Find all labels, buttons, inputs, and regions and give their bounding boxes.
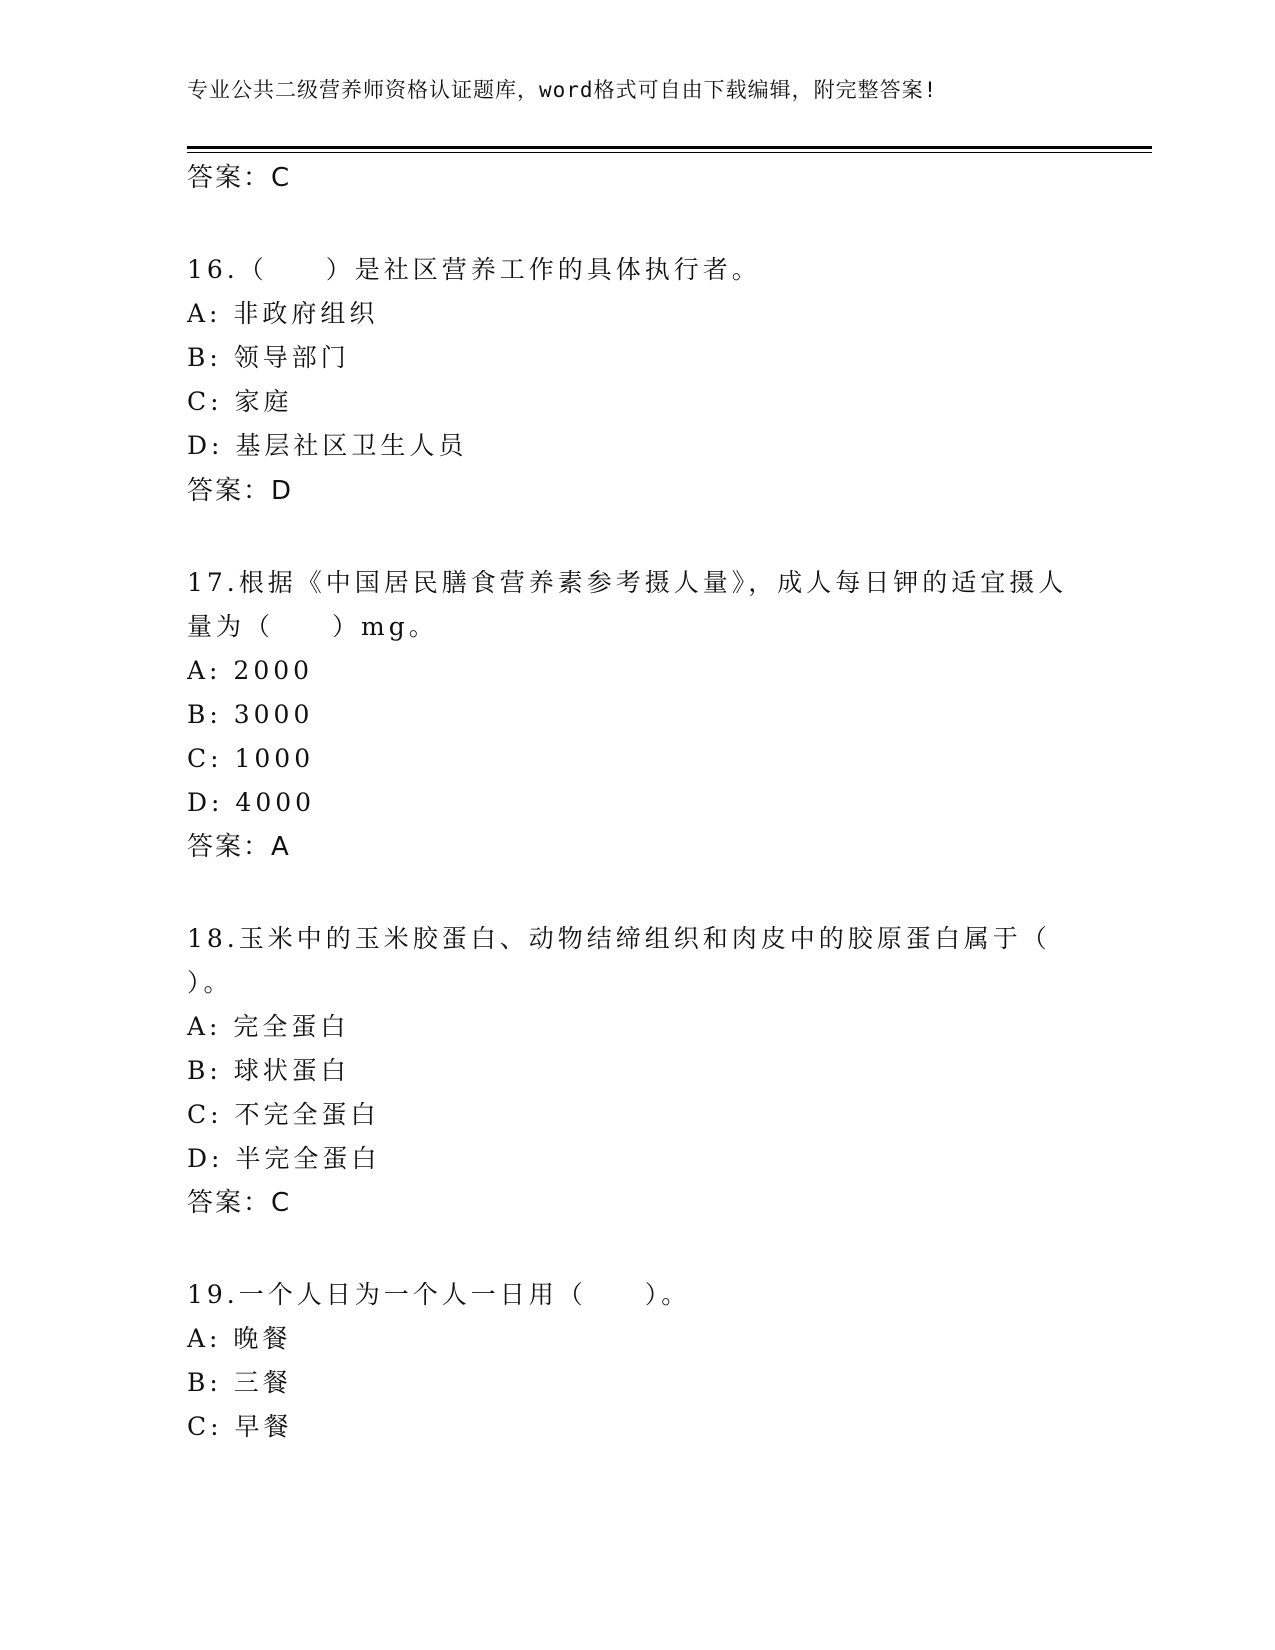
q18-option-b: B: 球状蛋白 — [187, 1056, 350, 1085]
q16-option-c: C: 家庭 — [187, 387, 293, 416]
q19-option-b: B: 三餐 — [187, 1368, 292, 1397]
q18-option-a: A: 完全蛋白 — [187, 1012, 350, 1041]
q17-stem-line2: 量为（ ）mg。 — [187, 612, 438, 641]
q16-option-b: B: 领导部门 — [187, 343, 350, 372]
q18-option-d: D: 半完全蛋白 — [187, 1144, 381, 1173]
q17-option-a: A: 2000 — [187, 656, 314, 685]
q16-option-a: A: 非政府组织 — [187, 299, 379, 328]
q17-stem-line1: 17.根据《中国居民膳食营养素参考摄人量》，成人每日钾的适宜摄人 — [187, 568, 1068, 597]
q17-answer: 答案：A — [187, 832, 291, 862]
q18-option-c: C: 不完全蛋白 — [187, 1100, 380, 1129]
q19-stem: 19.一个人日为一个人一日用（ ）。 — [187, 1280, 691, 1309]
header-rule-thick — [187, 146, 1152, 149]
q18-answer: 答案：C — [187, 1188, 292, 1218]
q16-stem: 16.（ ）是社区营养工作的具体执行者。 — [187, 255, 761, 284]
header-rule-thin — [187, 152, 1152, 153]
q17-option-c: C: 1000 — [187, 744, 315, 773]
q16-answer: 答案：D — [187, 476, 294, 506]
prev-answer: 答案：C — [187, 163, 292, 193]
page-header: 专业公共二级营养师资格认证题库，word格式可自由下载编辑，附完整答案! — [187, 78, 938, 102]
q19-option-a: A: 晚餐 — [187, 1324, 292, 1353]
q16-option-d: D: 基层社区卫生人员 — [187, 431, 468, 460]
q19-option-c: C: 早餐 — [187, 1412, 293, 1441]
q18-stem-line1: 18.玉米中的玉米胶蛋白、动物结缔组织和肉皮中的胶原蛋白属于（ — [187, 924, 1051, 953]
q18-stem-line2: ）。 — [187, 968, 233, 997]
q17-option-d: D: 4000 — [187, 788, 316, 817]
q17-option-b: B: 3000 — [187, 700, 314, 729]
